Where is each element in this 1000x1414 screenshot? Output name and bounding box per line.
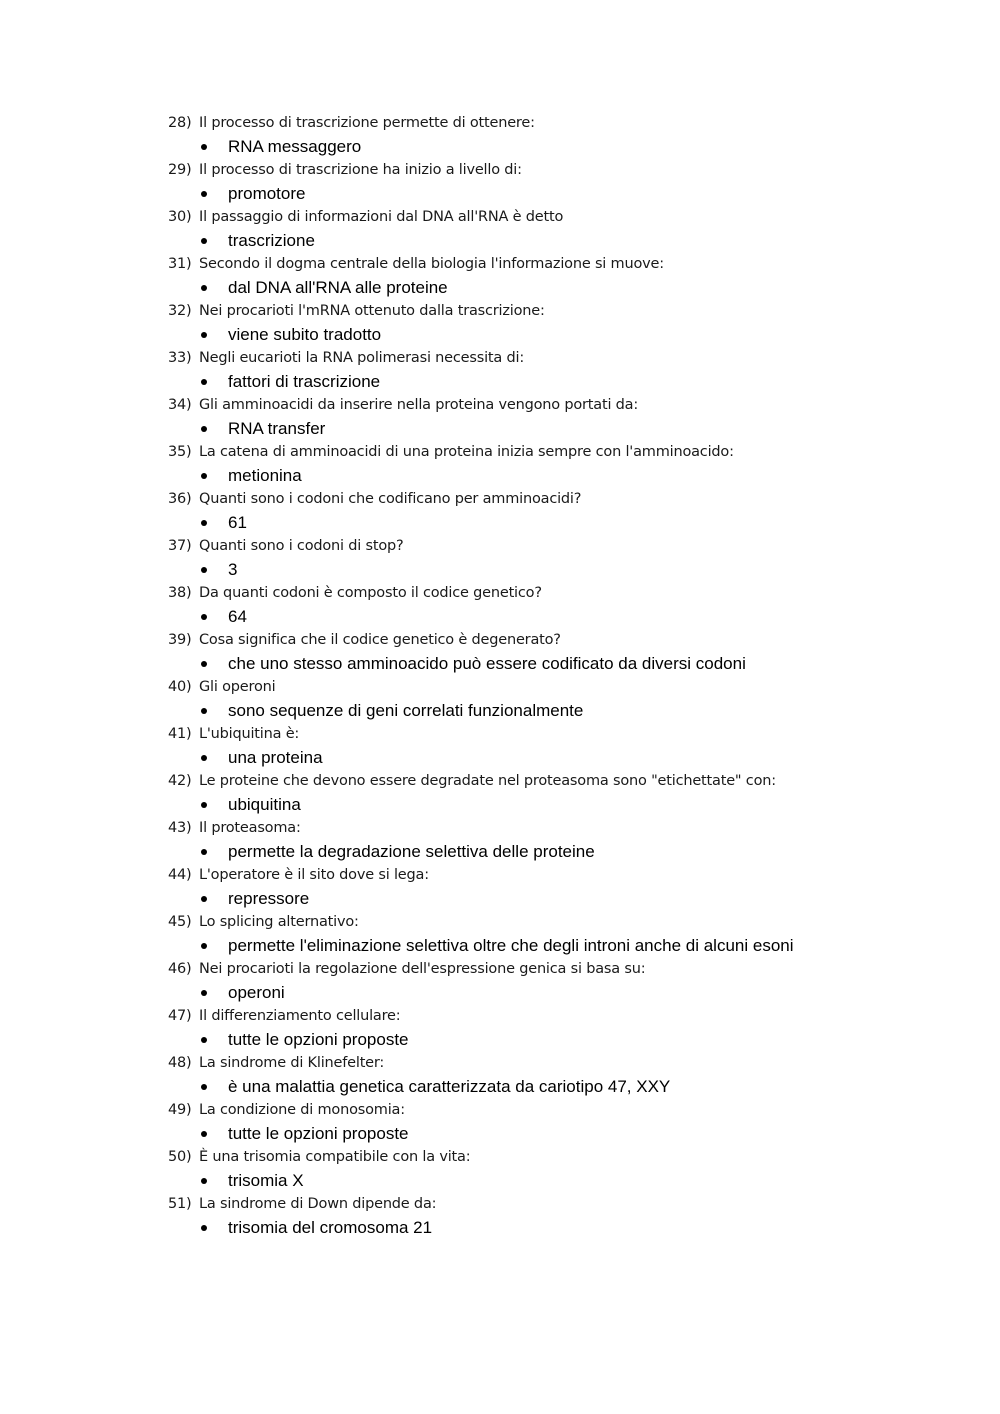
question (168, 628, 968, 652)
question-number: 36) (168, 491, 192, 507)
question (168, 299, 968, 323)
bullet-icon (201, 285, 207, 291)
qa-item (168, 252, 968, 299)
question-text: Il processo di trascrizione permette di ottenere: (199, 115, 535, 131)
question-text: Gli amminoacidi da inserire nella proteina vengono portati da: (199, 397, 639, 413)
question (168, 1098, 968, 1122)
question-number: 42) (168, 773, 192, 789)
answer (168, 558, 968, 581)
question-number: 43) (168, 820, 192, 836)
bullet-icon (201, 849, 207, 855)
question-text: L'operatore è il sito dove si lega: (199, 867, 429, 883)
question-text: Nei procarioti la regolazione dell'espressione genica si basa su: (199, 961, 646, 977)
question-number: 37) (168, 538, 192, 554)
question-text: Quanti sono i codoni che codificano per amminoacidi? (199, 491, 582, 507)
qa-item (168, 1004, 968, 1051)
answer (168, 135, 968, 158)
question-text: La sindrome di Klinefelter: (199, 1055, 385, 1071)
question-number: 41) (168, 726, 192, 742)
question (168, 487, 968, 511)
answer-text: RNA messaggero (228, 137, 362, 156)
bullet-icon (201, 473, 207, 479)
question-text: La catena di amminoacidi di una proteina inizia sempre con l'amminoacido: (199, 444, 734, 460)
question-text: La condizione di monosomia: (199, 1102, 405, 1118)
question-number: 30) (168, 209, 192, 225)
bullet-icon (201, 1131, 207, 1137)
answer-text: permette l'eliminazione selettiva oltre che degli introni anche di alcuni esoni (228, 936, 794, 955)
question-text: L'ubiquitina è: (199, 726, 300, 742)
question (168, 816, 968, 840)
question (168, 910, 968, 934)
answer-text: trisomia X (228, 1171, 304, 1190)
question-number: 50) (168, 1149, 192, 1165)
bullet-icon (201, 990, 207, 996)
answer (168, 934, 968, 957)
answer-text: è una malattia genetica caratterizzata da cariotipo 47, XXY (228, 1077, 671, 1096)
answer-text: RNA transfer (228, 419, 326, 438)
bullet-icon (201, 520, 207, 526)
answer (168, 840, 968, 863)
qa-item (168, 487, 968, 534)
question-number: 29) (168, 162, 192, 178)
bullet-icon (201, 238, 207, 244)
question-text: Gli operoni (199, 679, 276, 695)
answer-text: fattori di trascrizione (228, 372, 381, 391)
question (168, 863, 968, 887)
bullet-icon (201, 1037, 207, 1043)
question-text: Quanti sono i codoni di stop? (199, 538, 404, 554)
question-text: Negli eucarioti la RNA polimerasi necessita di: (199, 350, 525, 366)
question-number: 28) (168, 115, 192, 131)
bullet-icon (201, 332, 207, 338)
qa-item (168, 628, 968, 675)
answer-text: sono sequenze di geni correlati funzionalmente (228, 701, 584, 720)
question-text: Il differenziamento cellulare: (199, 1008, 401, 1024)
qa-item (168, 957, 968, 1004)
answer (168, 652, 968, 675)
answer (168, 323, 968, 346)
bullet-icon (201, 567, 207, 573)
question (168, 769, 968, 793)
answer (168, 981, 968, 1004)
question-number: 39) (168, 632, 192, 648)
qa-item (168, 675, 968, 722)
answer-text: che uno stesso amminoacido può essere codificato da diversi codoni (228, 654, 746, 673)
question-number: 51) (168, 1196, 192, 1212)
question-number: 34) (168, 397, 192, 413)
bullet-icon (201, 379, 207, 385)
bullet-icon (201, 191, 207, 197)
qa-item (168, 1051, 968, 1098)
answer (168, 370, 968, 393)
answer-text: promotore (228, 184, 306, 203)
qa-item (168, 1192, 968, 1239)
answer-text: trascrizione (228, 231, 315, 250)
question-number: 40) (168, 679, 192, 695)
question (168, 440, 968, 464)
bullet-icon (201, 144, 207, 150)
qa-item (168, 393, 968, 440)
qa-item (168, 581, 968, 628)
qa-item (168, 816, 968, 863)
qa-item (168, 440, 968, 487)
qa-item (168, 111, 968, 158)
question-number: 38) (168, 585, 192, 601)
bullet-icon (201, 896, 207, 902)
answer (168, 182, 968, 205)
qa-item (168, 910, 968, 957)
question (168, 393, 968, 417)
bullet-icon (201, 755, 207, 761)
answer-text: ubiquitina (228, 795, 301, 814)
question-number: 33) (168, 350, 192, 366)
question (168, 1004, 968, 1028)
bullet-icon (201, 1084, 207, 1090)
question (168, 581, 968, 605)
question (168, 1145, 968, 1169)
answer (168, 1075, 968, 1098)
question (168, 252, 968, 276)
question-number: 47) (168, 1008, 192, 1024)
question-number: 45) (168, 914, 192, 930)
question-number: 35) (168, 444, 192, 460)
answer (168, 464, 968, 487)
answer-text: tutte le opzioni proposte (228, 1030, 409, 1049)
question (168, 158, 968, 182)
answer (168, 511, 968, 534)
question-text: Cosa significa che il codice genetico è degenerato? (199, 632, 561, 648)
answer-text: repressore (228, 889, 310, 908)
question-number: 32) (168, 303, 192, 319)
question (168, 534, 968, 558)
qa-item (168, 534, 968, 581)
question-text: È una trisomia compatibile con la vita: (199, 1149, 471, 1165)
question-number: 48) (168, 1055, 192, 1071)
question-text: Il proteasoma: (199, 820, 301, 836)
question (168, 675, 968, 699)
answer-text: dal DNA all'RNA alle proteine (228, 278, 448, 297)
question (168, 957, 968, 981)
qa-item (168, 1145, 968, 1192)
qa-item (168, 1098, 968, 1145)
question (168, 205, 968, 229)
answer (168, 887, 968, 910)
qa-item (168, 346, 968, 393)
answer (168, 793, 968, 816)
question-number: 46) (168, 961, 192, 977)
bullet-icon (201, 614, 207, 620)
answer-text: metionina (228, 466, 302, 485)
qa-item (168, 158, 968, 205)
answer (168, 276, 968, 299)
answer-text: 3 (228, 560, 238, 579)
qa-item (168, 205, 968, 252)
question-text: Il passaggio di informazioni dal DNA all'RNA è detto (199, 209, 564, 225)
answer-text: tutte le opzioni proposte (228, 1124, 409, 1143)
answer-text: operoni (228, 983, 285, 1002)
question-text: Il processo di trascrizione ha inizio a livello di: (199, 162, 522, 178)
bullet-icon (201, 1225, 207, 1231)
answer (168, 229, 968, 252)
answer (168, 417, 968, 440)
answer-text: permette la degradazione selettiva delle proteine (228, 842, 595, 861)
question (168, 1051, 968, 1075)
question-list (168, 111, 968, 1239)
answer (168, 1122, 968, 1145)
answer-text: viene subito tradotto (228, 325, 382, 344)
answer-text: trisomia del cromosoma 21 (228, 1218, 433, 1237)
question-text: Le proteine che devono essere degradate nel proteasoma sono "etichettate" con: (199, 773, 776, 789)
question (168, 1192, 968, 1216)
answer-text: 61 (228, 513, 247, 532)
bullet-icon (201, 943, 207, 949)
question-number: 44) (168, 867, 192, 883)
bullet-icon (201, 802, 207, 808)
question-text: Secondo il dogma centrale della biologia l'informazione si muove: (199, 256, 664, 272)
qa-item (168, 722, 968, 769)
answer-text: 64 (228, 607, 247, 626)
question-text: Nei procarioti l'mRNA ottenuto dalla trascrizione: (199, 303, 545, 319)
answer (168, 699, 968, 722)
qa-item (168, 769, 968, 816)
bullet-icon (201, 426, 207, 432)
question (168, 346, 968, 370)
answer (168, 1028, 968, 1051)
question (168, 111, 968, 135)
question-text: Lo splicing alternativo: (199, 914, 359, 930)
question-number: 31) (168, 256, 192, 272)
bullet-icon (201, 1178, 207, 1184)
question (168, 722, 968, 746)
question-text: Da quanti codoni è composto il codice genetico? (199, 585, 542, 601)
answer-text: una proteina (228, 748, 323, 767)
question-number: 49) (168, 1102, 192, 1118)
bullet-icon (201, 708, 207, 714)
qa-item (168, 299, 968, 346)
answer (168, 746, 968, 769)
answer (168, 605, 968, 628)
question-text: La sindrome di Down dipende da: (199, 1196, 437, 1212)
bullet-icon (201, 661, 207, 667)
qa-item (168, 863, 968, 910)
answer (168, 1169, 968, 1192)
answer (168, 1216, 968, 1239)
